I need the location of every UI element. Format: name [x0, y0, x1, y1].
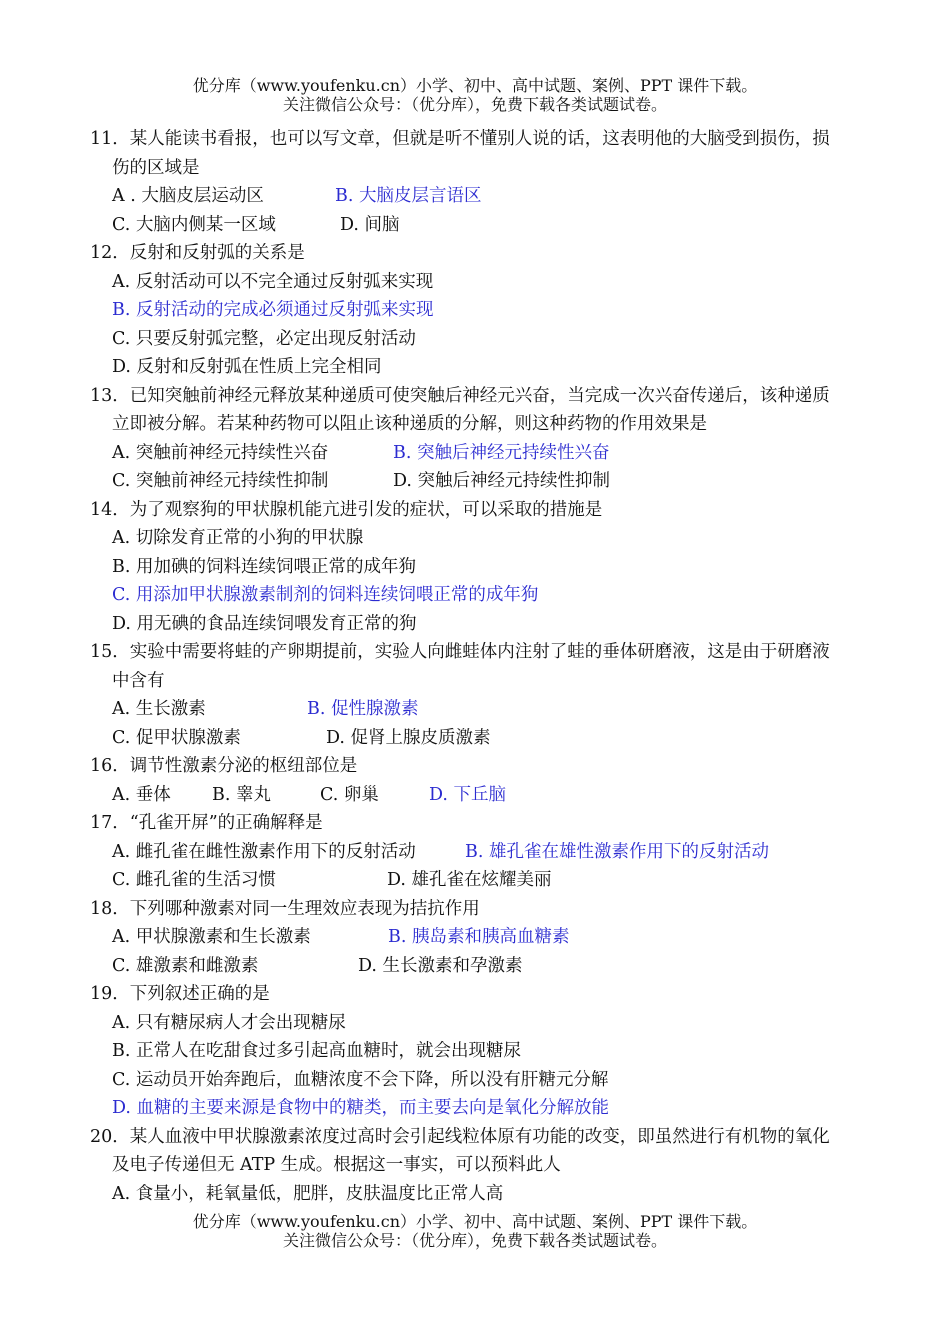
option-c: C. 雄激素和雌激素	[112, 955, 259, 976]
question-14	[90, 496, 905, 639]
options-row	[90, 182, 905, 211]
option-b: B. 睾丸	[212, 784, 271, 805]
option-d-answer: D. 下丘脑	[429, 784, 507, 805]
option-b: B. 正常人在吃甜食过多引起高血糖时，就会出现糖尿	[112, 1041, 521, 1061]
question-stem: 19．下列叙述正确的是	[90, 984, 270, 1004]
footer-line-2: 关注微信公众号：（优分库），免费下载各类试题试卷。	[282, 1231, 667, 1250]
option-d: D. 促肾上腺皮质激素	[326, 727, 491, 748]
question-list	[90, 125, 905, 1208]
question-stem: 11．某人能读书看报，也可以写文章，但就是听不懂别人说的话，这表明他的大脑受到损伤，损 伤的区域是	[90, 129, 830, 178]
option-b-answer: B. 胰岛素和胰高血糖素	[388, 927, 570, 947]
question-20	[90, 1123, 905, 1209]
option-d: D. 雄孔雀在炫耀美丽	[387, 870, 552, 890]
header-line-1: 优分库（www.youfenku.cn）小学、初中、高中试题、案例、PPT 课件下载。	[192, 76, 758, 95]
option-d: D. 用无碘的食品连续饲喂发育正常的狗	[112, 613, 417, 634]
question-stem: 12．反射和反射弧的关系是	[90, 243, 305, 263]
options-row	[90, 439, 905, 468]
option-a: A. 突触前神经元持续性兴奋	[112, 442, 329, 463]
option-c: C. 卵巢	[320, 784, 379, 805]
option-a: A. 食量小，耗氧量低，肥胖，皮肤温度比正常人高	[112, 1183, 504, 1204]
option-b-answer: B. 大脑皮层言语区	[335, 186, 482, 206]
question-stem: 20．某人血液中甲状腺激素浓度过高时会引起线粒体原有功能的改变，即虽然进行有机物的氧化 及电子传递但无 ATP 生成。根据这一事实，可以预料此人	[90, 1126, 830, 1175]
option-a: A. 垂体	[112, 784, 171, 805]
option-b: B. 用加碘的饲料连续饲喂正常的成年狗	[112, 556, 416, 577]
option-b-answer: B. 反射活动的完成必须通过反射弧来实现	[112, 300, 434, 320]
option-c: C. 只要反射弧完整，必定出现反射活动	[112, 328, 416, 349]
question-11	[90, 125, 905, 239]
options-row	[90, 695, 905, 724]
option-c: C. 大脑内侧某一区域	[112, 214, 276, 235]
option-d: D. 反射和反射弧在性质上完全相同	[112, 357, 382, 377]
option-d: D. 生长激素和孕激素	[358, 955, 523, 976]
option-c: C. 促甲状腺激素	[112, 727, 241, 748]
option-a: A. 雌孔雀在雌性激素作用下的反射活动	[112, 841, 416, 862]
question-16	[90, 752, 905, 809]
option-c: C. 运动员开始奔跑后，血糖浓度不会下降，所以没有肝糖元分解	[112, 1069, 609, 1090]
option-d: D. 突触后神经元持续性抑制	[393, 471, 611, 491]
options-row	[90, 952, 905, 981]
question-12	[90, 239, 905, 382]
page-footer	[0, 1212, 950, 1250]
options-row	[90, 923, 905, 952]
option-c-answer: C. 用添加甲状腺激素制剂的饲料连续饲喂正常的成年狗	[112, 585, 539, 605]
question-17	[90, 809, 905, 895]
options-row	[90, 781, 905, 810]
question-stem: 18．下列哪种激素对同一生理效应表现为拮抗作用	[90, 898, 480, 919]
question-stem: 13．已知突触前神经元释放某种递质可使突触后神经元兴奋，当完成一次兴奋传递后，该种递质 立即被分解。若某种药物可以阻止该种递质的分解，则这种药物的作用效果是	[90, 385, 830, 434]
option-a: A. 生长激素	[112, 699, 206, 719]
option-c: C. 突触前神经元持续性抑制	[112, 471, 329, 491]
option-a: A. 甲状腺激素和生长激素	[112, 927, 311, 947]
question-stem: 15．实验中需要将蛙的产卵期提前，实验人向雌蛙体内注射了蛙的垂体研磨液，这是由于研磨液 中含有	[90, 642, 830, 691]
question-13	[90, 382, 905, 496]
options-row	[90, 211, 905, 240]
question-19	[90, 980, 905, 1123]
question-18	[90, 895, 905, 981]
question-stem: 14．为了观察狗的甲状腺机能亢进引发的症状，可以采取的措施是	[90, 499, 603, 520]
option-a: A. 反射活动可以不完全通过反射弧来实现	[112, 271, 434, 292]
footer-line-1: 优分库（www.youfenku.cn）小学、初中、高中试题、案例、PPT 课件下载。	[192, 1212, 758, 1231]
options-row	[90, 838, 905, 867]
option-d-answer: D. 血糖的主要来源是食物中的糖类，而主要去向是氧化分解放能	[112, 1098, 610, 1118]
question-stem: 17．“孔雀开屏”的正确解释是	[90, 813, 323, 833]
page-header	[0, 76, 950, 114]
options-row	[90, 866, 905, 895]
options-row	[90, 724, 905, 753]
header-line-2: 关注微信公众号：（优分库），免费下载各类试题试卷。	[282, 95, 667, 114]
option-b-answer: B. 促性腺激素	[307, 699, 419, 719]
option-a: A. 切除发育正常的小狗的甲状腺	[112, 528, 364, 548]
option-d: D. 间脑	[340, 214, 400, 235]
option-a: A. 只有糖尿病人才会出现糖尿	[112, 1012, 346, 1033]
question-stem: 16．调节性激素分泌的枢纽部位是	[90, 756, 358, 776]
options-row	[90, 467, 905, 496]
question-15	[90, 638, 905, 752]
option-c: C. 雌孔雀的生活习惯	[112, 870, 276, 890]
option-a: A . 大脑皮层运动区	[112, 186, 264, 206]
option-b-answer: B. 突触后神经元持续性兴奋	[393, 442, 610, 463]
option-b-answer: B. 雄孔雀在雄性激素作用下的反射活动	[465, 841, 769, 862]
